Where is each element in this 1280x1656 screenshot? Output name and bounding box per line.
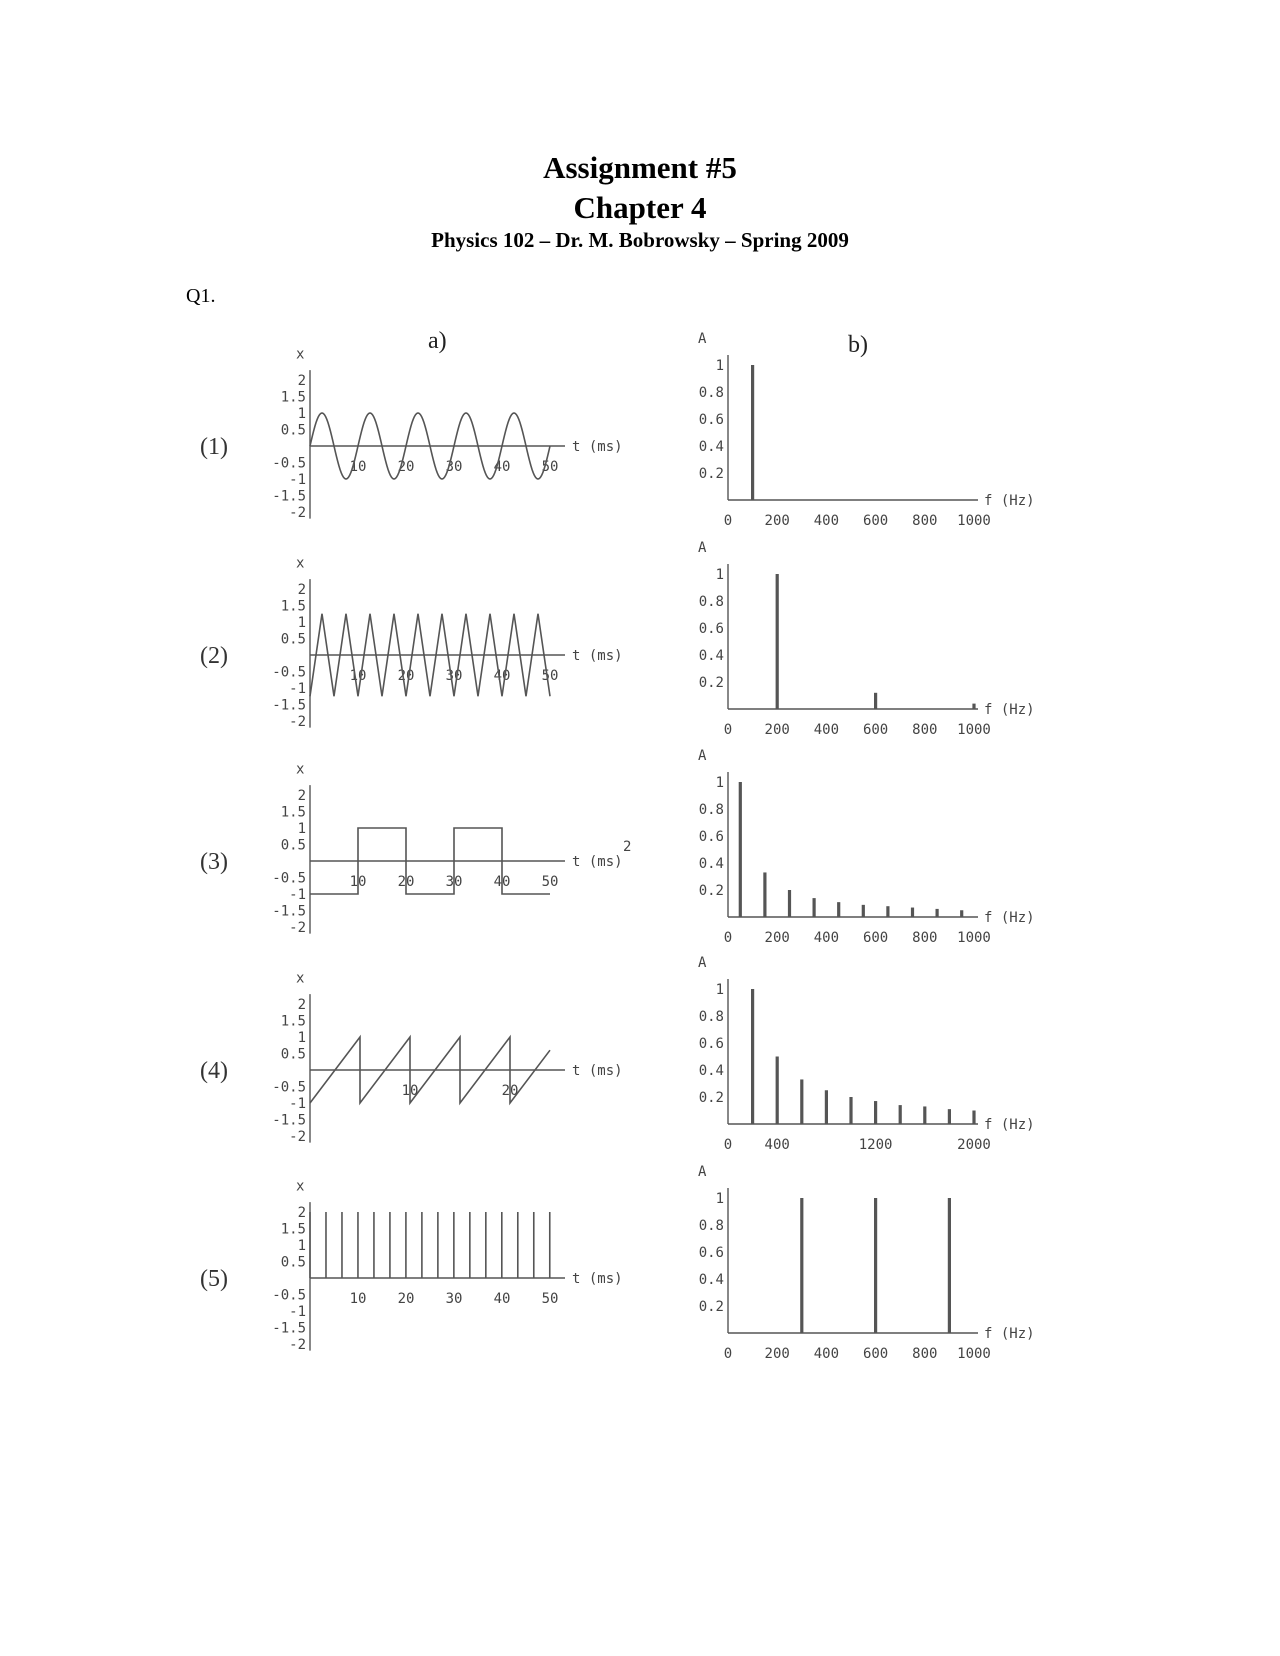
freq-y-tick-label: 0.8	[698, 594, 724, 610]
freq-x-tick-label: 2000	[957, 1137, 991, 1153]
time-y-tick-label: 0.5	[280, 1254, 306, 1271]
time-y-axis-label: x	[296, 346, 305, 363]
freq-x-tick-label: 400	[813, 513, 840, 529]
time-x-tick-label: 20	[501, 1083, 519, 1099]
freq-x-tick-label: 600	[862, 722, 889, 738]
freq-y-tick-label: 0.8	[698, 385, 724, 401]
time-y-tick-label: 1	[297, 821, 306, 837]
time-x-tick-label: 50	[541, 459, 559, 475]
freq-y-tick-label: 0.4	[698, 1272, 724, 1288]
freq-x-axis-label: f (Hz)	[984, 493, 1035, 509]
freq-y-tick-label: 1	[715, 1191, 724, 1207]
time-y-tick-label: 0.5	[280, 837, 306, 854]
time-x-axis-label: t (ms)	[572, 439, 623, 455]
chapter-subtitle: Chapter 4	[573, 190, 707, 225]
time-y-axis-label: x	[296, 1178, 305, 1195]
time-y-tick-label: 2	[297, 997, 306, 1013]
freq-y-tick-label: 0.2	[698, 466, 724, 482]
freq-y-tick-label: 0.4	[698, 439, 724, 455]
freq-y-tick-label: 0.4	[698, 648, 724, 664]
freq-x-tick-label: 400	[813, 1346, 840, 1362]
time-y-tick-label: 2	[297, 373, 306, 389]
time-y-tick-label: -2	[289, 505, 306, 521]
time-x-tick-label: 30	[445, 459, 463, 475]
time-x-tick-label: 40	[493, 1291, 511, 1307]
freq-x-tick-label: 0	[723, 930, 733, 946]
time-x-axis-label: t (ms)	[572, 1063, 623, 1079]
time-x-tick-label: 10	[349, 459, 367, 475]
time-y-tick-label: 1.5	[280, 1013, 306, 1030]
freq-x-tick-label: 200	[764, 1346, 790, 1362]
time-y-tick-label: 0.5	[280, 422, 306, 439]
freq-y-tick-label: 1	[715, 775, 724, 791]
column-label-b: b)	[848, 332, 868, 358]
freq-x-tick-label: 400	[813, 930, 840, 946]
freq-y-tick-label: 0.8	[698, 1009, 724, 1025]
time-y-tick-label: 1	[297, 1030, 306, 1046]
time-y-tick-label: 1.5	[280, 804, 306, 821]
time-x-tick-label: 20	[397, 1291, 415, 1307]
time-x-tick-label: 10	[349, 874, 367, 890]
page-title: Assignment #5	[543, 150, 737, 185]
time-y-tick-label: 1	[297, 615, 306, 631]
freq-x-tick-label: 200	[764, 722, 790, 738]
row-label-1: (1)	[200, 434, 228, 460]
time-y-tick-label: -1.5	[272, 903, 306, 920]
freq-y-tick-label: 0.8	[698, 1218, 724, 1234]
column-label-a: a)	[428, 328, 447, 354]
time-y-tick-label: 0.5	[280, 631, 306, 648]
time-y-tick-label: -0.5	[272, 870, 306, 887]
freq-x-tick-label: 400	[764, 1137, 790, 1153]
freq-y-tick-label: 1	[715, 358, 724, 374]
time-y-tick-label: 2	[297, 1205, 306, 1221]
time-y-axis-label: x	[296, 555, 305, 572]
time-x-tick-label: 10	[349, 668, 367, 684]
freq-x-axis-label: f (Hz)	[984, 1326, 1035, 1342]
time-y-tick-label: -1	[289, 1304, 306, 1320]
time-x-axis-label: t (ms)	[572, 854, 623, 870]
freq-x-tick-label: 1000	[957, 1346, 991, 1362]
time-y-tick-label: -2	[289, 1129, 306, 1145]
freq-y-tick-label: 0.6	[698, 1036, 724, 1052]
question-label: Q1.	[186, 285, 216, 307]
freq-y-tick-label: 1	[715, 982, 724, 998]
freq-y-axis-label: A	[698, 1164, 707, 1180]
time-x-tick-label: 40	[493, 874, 511, 890]
freq-x-axis-label: f (Hz)	[984, 702, 1035, 718]
time-y-tick-label: -1.5	[272, 1320, 306, 1337]
freq-y-tick-label: 0.2	[698, 1299, 724, 1315]
freq-x-tick-label: 800	[912, 1346, 938, 1362]
row-label-5: (5)	[200, 1266, 228, 1292]
time-x-tick-label: 40	[493, 668, 511, 684]
freq-x-tick-label: 400	[813, 722, 840, 738]
freq-x-tick-label: 0	[723, 1346, 733, 1362]
time-y-tick-label: 1.5	[280, 598, 306, 615]
time-x-tick-label: 30	[445, 668, 463, 684]
freq-x-tick-label: 200	[764, 513, 790, 529]
freq-x-tick-label: 800	[912, 722, 938, 738]
freq-y-axis-label: A	[698, 955, 707, 971]
row-label-2: (2)	[200, 643, 228, 669]
time-x-tick-label: 20	[397, 874, 415, 890]
time-x-axis-label: t (ms)	[572, 648, 623, 664]
row-label-3: (3)	[200, 849, 228, 875]
course-line: Physics 102 – Dr. M. Bobrowsky – Spring 2009	[431, 228, 849, 252]
row-label-4: (4)	[200, 1058, 228, 1084]
freq-x-tick-label: 600	[862, 1346, 889, 1362]
freq-x-axis-label: f (Hz)	[984, 1117, 1035, 1133]
time-y-tick-label: -1	[289, 472, 306, 488]
freq-y-axis-label: A	[698, 540, 707, 556]
freq-x-tick-label: 800	[912, 930, 938, 946]
freq-y-tick-label: 0.4	[698, 1063, 724, 1079]
time-y-tick-label: -2	[289, 1337, 306, 1353]
freq-x-tick-label: 1000	[957, 513, 991, 529]
time-y-tick-label: -1.5	[272, 1112, 306, 1129]
time-x-tick-label: 10	[349, 1291, 367, 1307]
freq-x-tick-label: 0	[723, 1137, 733, 1153]
freq-y-tick-label: 0.6	[698, 829, 724, 845]
time-y-tick-label: 0.5	[280, 1046, 306, 1063]
freq-y-tick-label: 0.2	[698, 1090, 724, 1106]
freq-x-tick-label: 0	[723, 513, 733, 529]
time-y-tick-label: 1	[297, 406, 306, 422]
time-y-tick-label: -0.5	[272, 455, 306, 472]
time-x-tick-label: 20	[397, 668, 415, 684]
time-y-tick-label: -1.5	[272, 697, 306, 714]
freq-x-tick-label: 1000	[957, 722, 991, 738]
time-y-tick-label: 2	[297, 582, 306, 598]
freq-y-tick-label: 0.6	[698, 621, 724, 637]
freq-y-tick-label: 0.2	[698, 883, 724, 899]
freq-x-tick-label: 1000	[957, 930, 991, 946]
time-y-tick-label: 1	[297, 1238, 306, 1254]
time-x-tick-label: 50	[541, 1291, 559, 1307]
time-x-tick-label: 30	[445, 1291, 463, 1307]
time-y-tick-label: 1.5	[280, 1221, 306, 1238]
freq-x-tick-label: 800	[912, 513, 938, 529]
freq-y-axis-label: A	[698, 748, 707, 764]
time-x-tick-label: 20	[397, 459, 415, 475]
time-x-tick-label: 40	[493, 459, 511, 475]
time-y-tick-label: 1.5	[280, 389, 306, 406]
time-x-tick-label: 10	[401, 1083, 419, 1099]
time-x-tick-label: 50	[541, 874, 559, 890]
time-y-tick-label: 2	[297, 788, 306, 804]
time-y-tick-label: -0.5	[272, 1287, 306, 1304]
freq-x-tick-label: 600	[862, 930, 889, 946]
time-x-tick-label: 50	[541, 668, 559, 684]
time-x-tick-label: 30	[445, 874, 463, 890]
time-y-tick-label: -2	[289, 920, 306, 936]
time-y-tick-label: -0.5	[272, 1079, 306, 1096]
freq-x-tick-label: 600	[862, 513, 889, 529]
time-y-tick-label: -1	[289, 1096, 306, 1112]
freq-y-tick-label: 0.8	[698, 802, 724, 818]
freq-x-tick-label: 0	[723, 722, 733, 738]
time-x-axis-label: t (ms)	[572, 1271, 623, 1287]
time-y-tick-label: -2	[289, 714, 306, 730]
time-y-axis-label: x	[296, 761, 305, 778]
time-y-tick-label: -0.5	[272, 664, 306, 681]
time-y-tick-label: -1	[289, 887, 306, 903]
freq-x-axis-label: f (Hz)	[984, 910, 1035, 926]
freq-y-tick-label: 0.6	[698, 1245, 724, 1261]
freq-y-axis-label: A	[698, 331, 707, 347]
freq-x-tick-label: 200	[764, 930, 790, 946]
freq-y-tick-label: 0.4	[698, 856, 724, 872]
time-axis-annotation: 2	[623, 839, 632, 855]
freq-y-tick-label: 0.6	[698, 412, 724, 428]
freq-x-tick-label: 1200	[858, 1137, 893, 1153]
time-y-tick-label: -1	[289, 681, 306, 697]
freq-y-tick-label: 1	[715, 567, 724, 583]
time-y-tick-label: -1.5	[272, 488, 306, 505]
freq-y-tick-label: 0.2	[698, 675, 724, 691]
time-y-axis-label: x	[296, 970, 305, 987]
